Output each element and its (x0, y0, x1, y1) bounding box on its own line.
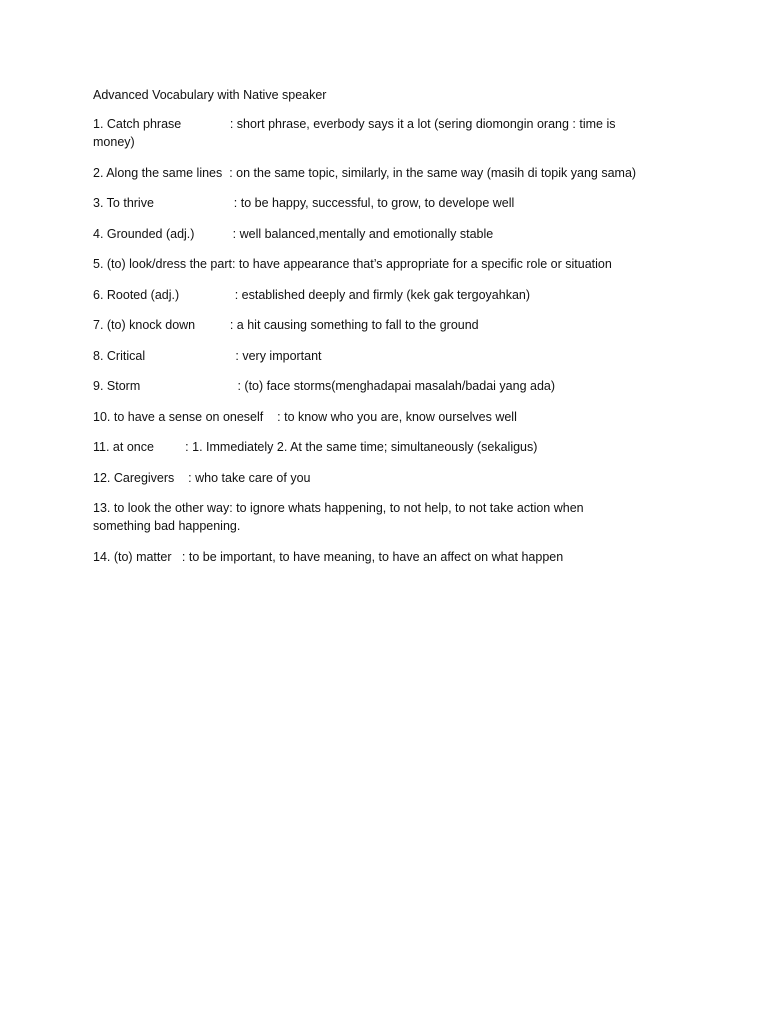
entry-text: 14. (to) matter : to be important, to have meaning, to have an affect on what happen (93, 549, 564, 564)
entry-text: 13. to look the other way: to ignore whats happening, to not help, to not take action when (93, 501, 584, 515)
vocab-entry-9 (93, 377, 683, 395)
vocab-entry-12 (93, 469, 683, 487)
vocab-entry-6 (93, 286, 683, 304)
document-title: Advanced Vocabulary with Native speaker (93, 88, 327, 102)
entry-text: 9. Storm : (to) face storms(menghadapai masalah/badai yang ada) (93, 379, 556, 393)
entry-text: 1. Catch phrase : short phrase, everbody says it a lot (sering diomongin orang : time is (93, 117, 616, 131)
entry-text: 7. (to) knock down : a hit causing something to fall to the ground (93, 318, 479, 332)
entry-text: 5. (to) look/dress the part: to have appearance that’s appropriate for a specific role or situation (93, 257, 612, 271)
vocab-entry-2 (93, 164, 683, 182)
entry-text: 10. to have a sense on oneself : to know who you are, know ourselves well (93, 409, 517, 424)
vocab-entry-10 (93, 408, 683, 426)
entry-text: 4. Grounded (adj.) : well balanced,mentally and emotionally stable (93, 226, 494, 241)
vocab-entry-7 (93, 316, 683, 334)
vocab-entry-4 (93, 225, 683, 243)
entry-text: 6. Rooted (adj.) : established deeply and firmly (kek gak tergoyahkan) (93, 287, 531, 302)
entry-text: 8. Critical : very important (93, 348, 322, 363)
vocab-entry-5 (93, 255, 683, 273)
vocab-entry-1 (93, 115, 683, 151)
entry-text: 2. Along the same lines : on the same topic, similarly, in the same way (masih di topik yang sama) (93, 165, 637, 180)
entry-text-continued: money) (93, 135, 135, 149)
document-page (93, 86, 683, 578)
vocab-entry-3 (93, 194, 683, 212)
entry-text: 12. Caregivers : who take care of you (93, 470, 311, 485)
vocab-entry-8 (93, 347, 683, 365)
vocab-entry-14 (93, 548, 683, 566)
entry-text: 3. To thrive : to be happy, successful, to grow, to develope well (93, 196, 515, 210)
entry-text-continued: something bad happening. (93, 519, 241, 533)
vocab-entry-13 (93, 499, 683, 535)
vocab-entry-11 (93, 438, 683, 456)
entry-text: 11. at once : 1. Immediately 2. At the same time; simultaneously (sekaligus) (93, 440, 538, 454)
